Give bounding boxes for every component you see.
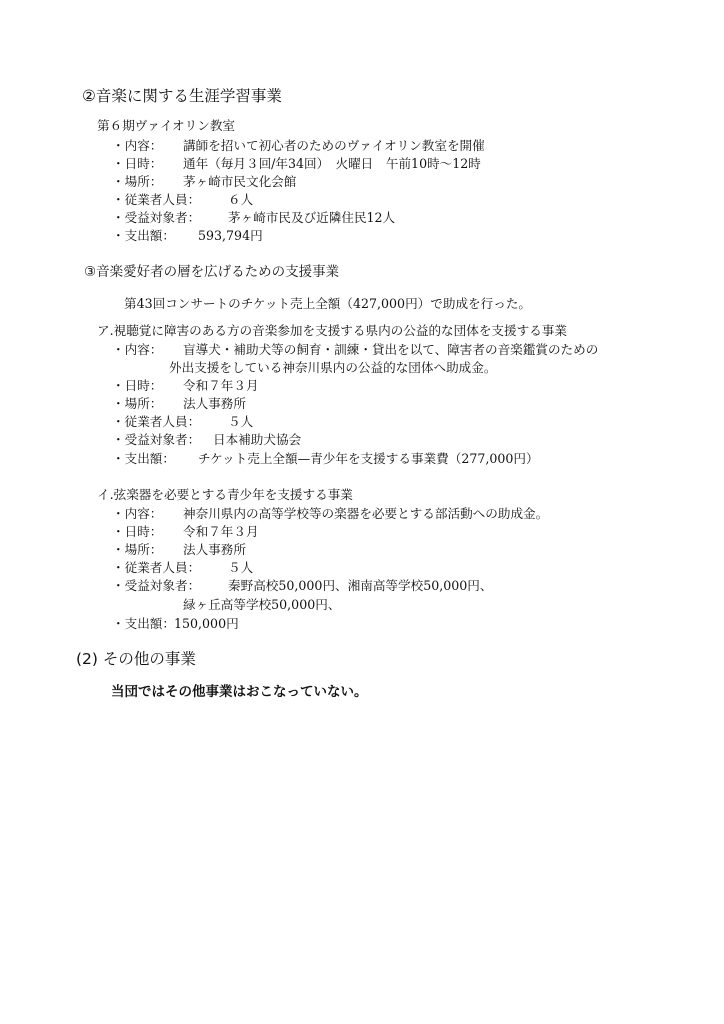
list-item: ・日時： 令和７年３月 — [112, 524, 259, 539]
list-item: ・受益対象者： 日本補助犬協会 — [112, 432, 302, 447]
subsection-title-a: ア.視聴覚に障害のある方の音楽参加を支援する県内の公益的な団体を支援する事業 — [97, 323, 567, 338]
list-item: ・従業者人員： ６人 — [112, 192, 254, 207]
list-item-continuation: 緑ヶ丘高等学校50,000円、 — [183, 597, 341, 612]
section-heading-lifelong-learning: ②音楽に関する生涯学習事業 — [82, 87, 282, 105]
support-intro: 第43回コンサートのチケット売上全額（427,000円）で助成を行った。 — [124, 296, 532, 311]
list-item: ・内容： 盲導犬・補助犬等の飼育・訓練・貸出を以て、障害者の音楽鑑賞のための — [112, 342, 599, 357]
subsection-title-b: イ.弦楽器を必要とする青少年を支援する事業 — [97, 487, 353, 502]
section-heading-other: (2) その他の事業 — [76, 650, 196, 668]
list-item: ・日時： 通年（毎月３回/年34回） 火曜日 午前10時～12時 — [112, 156, 481, 171]
list-item: ・場所： 茅ヶ崎市民文化会館 — [112, 174, 297, 189]
list-item: ・受益対象者： 茅ヶ崎市民及び近隣住民12人 — [112, 210, 396, 225]
violin-class-title: 第６期ヴァイオリン教室 — [97, 118, 236, 133]
list-item: ・支出額： 593,794円 — [112, 228, 263, 243]
list-item-continuation: 外出支援をしている神奈川県内の公益的な団体へ助成金。 — [169, 360, 497, 375]
list-item: ・受益対象者： 秦野高校50,000円、湘南高等学校50,000円、 — [112, 578, 493, 593]
list-item: ・内容： 神奈川県内の高等学校等の楽器を必要とする部活動への助成金。 — [112, 506, 549, 521]
other-business-text: 当団ではその他事業はおこなっていない。 — [111, 684, 368, 700]
list-item: ・場所： 法人事務所 — [112, 396, 246, 411]
list-item: ・従業者人員： ５人 — [112, 414, 254, 429]
list-item: ・支出額：150,000円 — [112, 616, 239, 631]
list-item: ・支出額： チケット売上全額—青少年を支援する事業費（277,000円） — [112, 451, 539, 466]
list-item: ・日時： 令和７年３月 — [112, 378, 259, 393]
list-item: ・従業者人員： ５人 — [112, 560, 254, 575]
list-item: ・場所： 法人事務所 — [112, 542, 246, 557]
section-heading-support: ③音楽愛好者の層を広げるための支援事業 — [84, 264, 340, 280]
list-item: ・内容： 講師を招いて初心者のためのヴァイオリン教室を開催 — [112, 138, 485, 153]
